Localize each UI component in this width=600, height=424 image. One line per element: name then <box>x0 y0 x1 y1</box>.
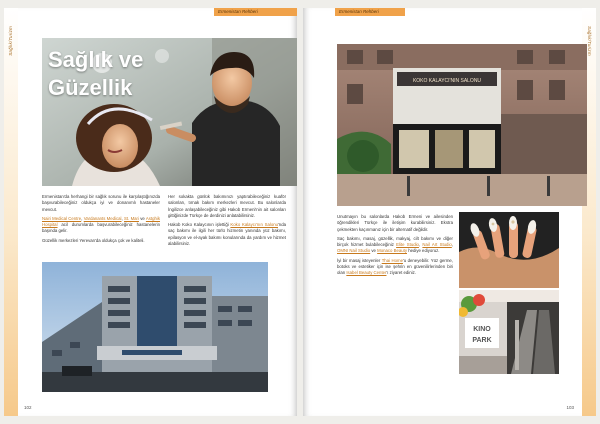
salon-storefront-photo <box>337 44 587 206</box>
link-isabel-beauty[interactable]: Isabel Beauty Center <box>346 270 387 276</box>
left-col1-paragraph-2 <box>42 216 160 235</box>
manicure-nails-illustration <box>459 212 559 288</box>
link-koko-salon[interactable]: Koko Kalaycı'nın Salonu <box>230 222 278 228</box>
left-column-2 <box>168 194 286 250</box>
right-column-1 <box>337 214 453 280</box>
left-col2-paragraph-2 <box>168 222 286 247</box>
left-column-1 <box>42 194 160 247</box>
link-omni-nail-studio[interactable]: OMNI Nail Studio <box>337 248 371 254</box>
manicure-nails-photo <box>459 212 559 288</box>
right-col1-paragraph-2 <box>337 236 453 255</box>
left-col1-p2-tail: acil durumlarda başvurabileceğiniz hastanelerin başında gelir. <box>42 222 160 234</box>
link-st-mari[interactable]: St. Mari <box>124 215 139 221</box>
mall-sign-top: KINO <box>473 326 491 333</box>
kino-park-mall-photo <box>459 290 559 374</box>
page-title: Sağlık ve Güzellik <box>48 47 144 100</box>
running-head-right: Ermenistan Rehberi <box>335 8 405 16</box>
link-thai-home[interactable]: Thai Home <box>381 257 403 263</box>
link-elite-studio[interactable]: Elite Studio <box>396 242 419 248</box>
link-monaco-beauty[interactable]: Monaco Beauty <box>377 248 407 254</box>
right-col1-p3-head: İyi bir masaj isteyenler <box>337 257 382 263</box>
right-page <box>303 8 596 416</box>
side-label-left: Sağlık/Turizm <box>8 26 13 56</box>
link-nail-art-studio[interactable]: Nail Art Studio <box>422 242 452 248</box>
salon-sign-text: KOKO KALAYCI'NIN SALONU <box>412 78 482 84</box>
left-col2-paragraph-1: Her sokakta günlük bakımınızı yaptırabileceğiniz kuaför salonları, tırnak bakım merkezleri mevcut. Bu salonlarda İngilizce anlaşabileceğiniz gibi Hakob Ermeni'nin ait salonları gittiğinizde Türkçe de derdinizi anlatabilirsiniz. <box>168 194 286 218</box>
right-col1-p2-head: Saç bakımı, masaj, güzellik, makyaj, cilt bakımı ve diğer birçok hizmet bulabileceğiniz <box>337 235 453 248</box>
mall-sign-bottom: PARK <box>472 337 492 344</box>
side-tab-left <box>4 8 18 416</box>
right-col1-p2-mid: ve <box>370 248 378 254</box>
page-number-left: 102 <box>24 405 32 410</box>
hospital-building-illustration <box>42 262 268 392</box>
right-col1-p3-tail: 'ı ziyaret ediniz. <box>386 270 416 276</box>
right-col1-paragraph-3 <box>337 258 453 277</box>
left-page <box>4 8 297 416</box>
left-col2-p2-tail: 'nda saç bakımı ile ilgili her türlü hizmetin yanında yüz bakımı, epilasyon ve el-ayak bakımı konularında da yardım ve hizmet alabilirsiniz. <box>168 222 286 247</box>
left-col1-p2-sep1: , <box>81 215 84 221</box>
link-vardanants-medical[interactable]: Vardanants Medical <box>83 215 122 221</box>
right-col1-p2-sep2: , <box>451 242 453 248</box>
left-col2-p2-head: Hakob Koko Kalaycının işlettiği <box>168 222 231 228</box>
link-astghik-hospital[interactable]: Astghik Hospital <box>42 215 160 228</box>
right-col1-p3-mid: 'u deneyebilir. Yüz germe, botoks ve estetiker için ise şehrin en güvenilirlerinden biri olan <box>337 257 453 276</box>
link-nairi-medical[interactable]: Nairi Medical Centre <box>42 215 82 221</box>
left-col1-paragraph-3: Güzellik merkezleri Yerevan'da oldukça çok ve kaliteli. <box>42 237 145 243</box>
right-col1-p2-sep1: , <box>418 242 423 248</box>
right-col1-paragraph-1: Unutmayın bu salonlarda Hakob Ermeni ve ailesinden öğrendikleri Türkçe ile iletişim kurabilirsiniz. Ekstra çekmekten kaçınmanız için bir alternatif değildir. <box>337 214 453 232</box>
salon-storefront-illustration <box>337 44 587 206</box>
right-col1-p2-tail: hediye ediyoruz. <box>407 248 440 254</box>
kino-park-mall-illustration <box>459 290 559 374</box>
left-col1-paragraph-1: Ermenistan'da herhangi bir sağlık sorunu ile karşılaştığınızda başvurabileceğiniz oldukça iyi ve donanımlı hastaneler mevcut. <box>42 194 160 212</box>
side-label-right: Sağlık/Turizm <box>587 26 592 56</box>
hospital-building-photo <box>42 262 268 392</box>
page-number-right: 103 <box>566 405 574 410</box>
left-col1-p2-mid: ve <box>138 215 146 221</box>
running-head-left: Ermenistan Rehberi <box>214 8 297 16</box>
left-col1-p2-sep2: , <box>121 215 125 221</box>
